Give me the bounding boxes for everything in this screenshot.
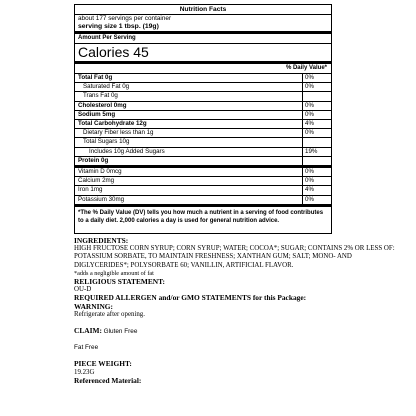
nutrient-label: Cholesterol 0mg	[75, 101, 303, 110]
nutrient-label: Trans Fat 0g	[75, 92, 303, 101]
nutrient-row	[75, 156, 331, 166]
referenced-material-heading: Referenced Material:	[74, 375, 142, 385]
nutrient-row	[75, 101, 331, 110]
nutrient-daily-value: 0%	[303, 129, 332, 138]
nutrient-label: Iron 1mg	[75, 186, 303, 195]
nutrient-label: Vitamin D 0mcg	[75, 167, 303, 177]
nutrition-facts-panel	[74, 4, 332, 234]
nutrient-daily-value: 0%	[303, 177, 332, 186]
nutrient-label: Protein 0g	[75, 156, 303, 166]
nutrient-daily-value: 0%	[303, 110, 332, 119]
calories: Calories 45	[75, 44, 331, 64]
religious-text: OU-D	[74, 286, 92, 294]
ingredients-text: HIGH FRUCTOSE CORN SYRUP; CORN SYRUP; WATER; COCOA*; SUGAR; CONTAINS 2% OR LESS OF: POTASSIUM SORBATE, TO MAINTAIN FRESHNESS; XANTHAN GUM; SALT; MONO- AND DIGLYCERIDES*; POLYSORBATE 60; VANILLIN, ARTIFICIAL FLAVOR.	[74, 245, 395, 269]
allergen-heading: REQUIRED ALLERGEN and/or GMO STATEMENTS for this Package:	[74, 293, 307, 303]
nutrient-label: Total Fat 0g	[75, 74, 303, 83]
nutrient-label: Total Carbohydrate 12g	[75, 120, 303, 129]
claim-text: Gluten Free	[103, 328, 138, 336]
fat-free-claim: Fat Free	[74, 344, 99, 352]
nutrient-row	[75, 129, 331, 138]
nutrient-label: Sodium 5mg	[75, 110, 303, 119]
nutrient-row	[75, 195, 331, 205]
nutrient-table	[75, 74, 331, 207]
nutrient-row	[75, 83, 331, 92]
nutrient-daily-value	[303, 92, 332, 101]
nutrient-label: Dietary Fiber less than 1g	[75, 129, 303, 138]
claim-heading: CLAIM:	[74, 326, 102, 336]
nutrient-label: Potassium 30mg	[75, 195, 303, 205]
nutrient-row	[75, 177, 331, 186]
nutrient-row	[75, 74, 331, 83]
warning-heading: WARNING:	[74, 301, 114, 311]
daily-value-header: % Daily Value*	[75, 64, 331, 74]
nutrient-row	[75, 147, 331, 156]
nutrient-daily-value: 4%	[303, 120, 332, 129]
nutrient-daily-value: 4%	[303, 186, 332, 195]
nutrient-daily-value: 0%	[303, 195, 332, 205]
negligible-note: *adds a negligible amount of fat	[74, 269, 154, 277]
servings-per-container: about 177 servings per container	[78, 15, 172, 22]
nutrient-row	[75, 110, 331, 119]
nutrient-row	[75, 92, 331, 101]
nutrient-row	[75, 186, 331, 195]
nutrient-daily-value	[303, 156, 332, 166]
nutrient-label: Saturated Fat 0g	[75, 83, 303, 92]
serving-size: serving size 1 tbsp. (19g)	[75, 23, 331, 34]
nutrient-daily-value: 0%	[303, 74, 332, 83]
nutrient-daily-value: 19%	[303, 147, 332, 156]
nutrient-daily-value: 0%	[303, 83, 332, 92]
nutrient-daily-value: 0%	[303, 101, 332, 110]
piece-weight-value: 19.23G	[74, 368, 95, 376]
nutrition-title: Nutrition Facts	[75, 5, 331, 15]
nutrient-label: Calcium 2mg	[75, 177, 303, 186]
product-details	[74, 237, 404, 385]
nutrient-row	[75, 138, 331, 147]
amount-per-serving: Amount Per Serving	[75, 34, 331, 44]
nutrient-daily-value	[303, 138, 332, 147]
nutrient-label: Includes 10g Added Sugars	[75, 147, 303, 156]
ingredients-heading: INGREDIENTS:	[74, 236, 129, 245]
nutrient-row	[75, 167, 331, 177]
piece-weight-heading: PIECE WEIGHT:	[74, 359, 132, 369]
nutrient-label: Total Sugars 10g	[75, 138, 303, 147]
nutrient-daily-value: 0%	[303, 167, 332, 177]
claim-line	[74, 327, 404, 336]
nutrient-row	[75, 120, 331, 129]
daily-value-footnote: *The % Daily Value (DV) tells you how much a nutrient in a serving of food contributes to a daily diet. 2,000 calories a day is used for general nutrition advice.	[78, 209, 324, 225]
religious-heading: RELIGIOUS STATEMENT:	[74, 277, 165, 287]
warning-text: Refrigerate after opening.	[74, 310, 145, 318]
